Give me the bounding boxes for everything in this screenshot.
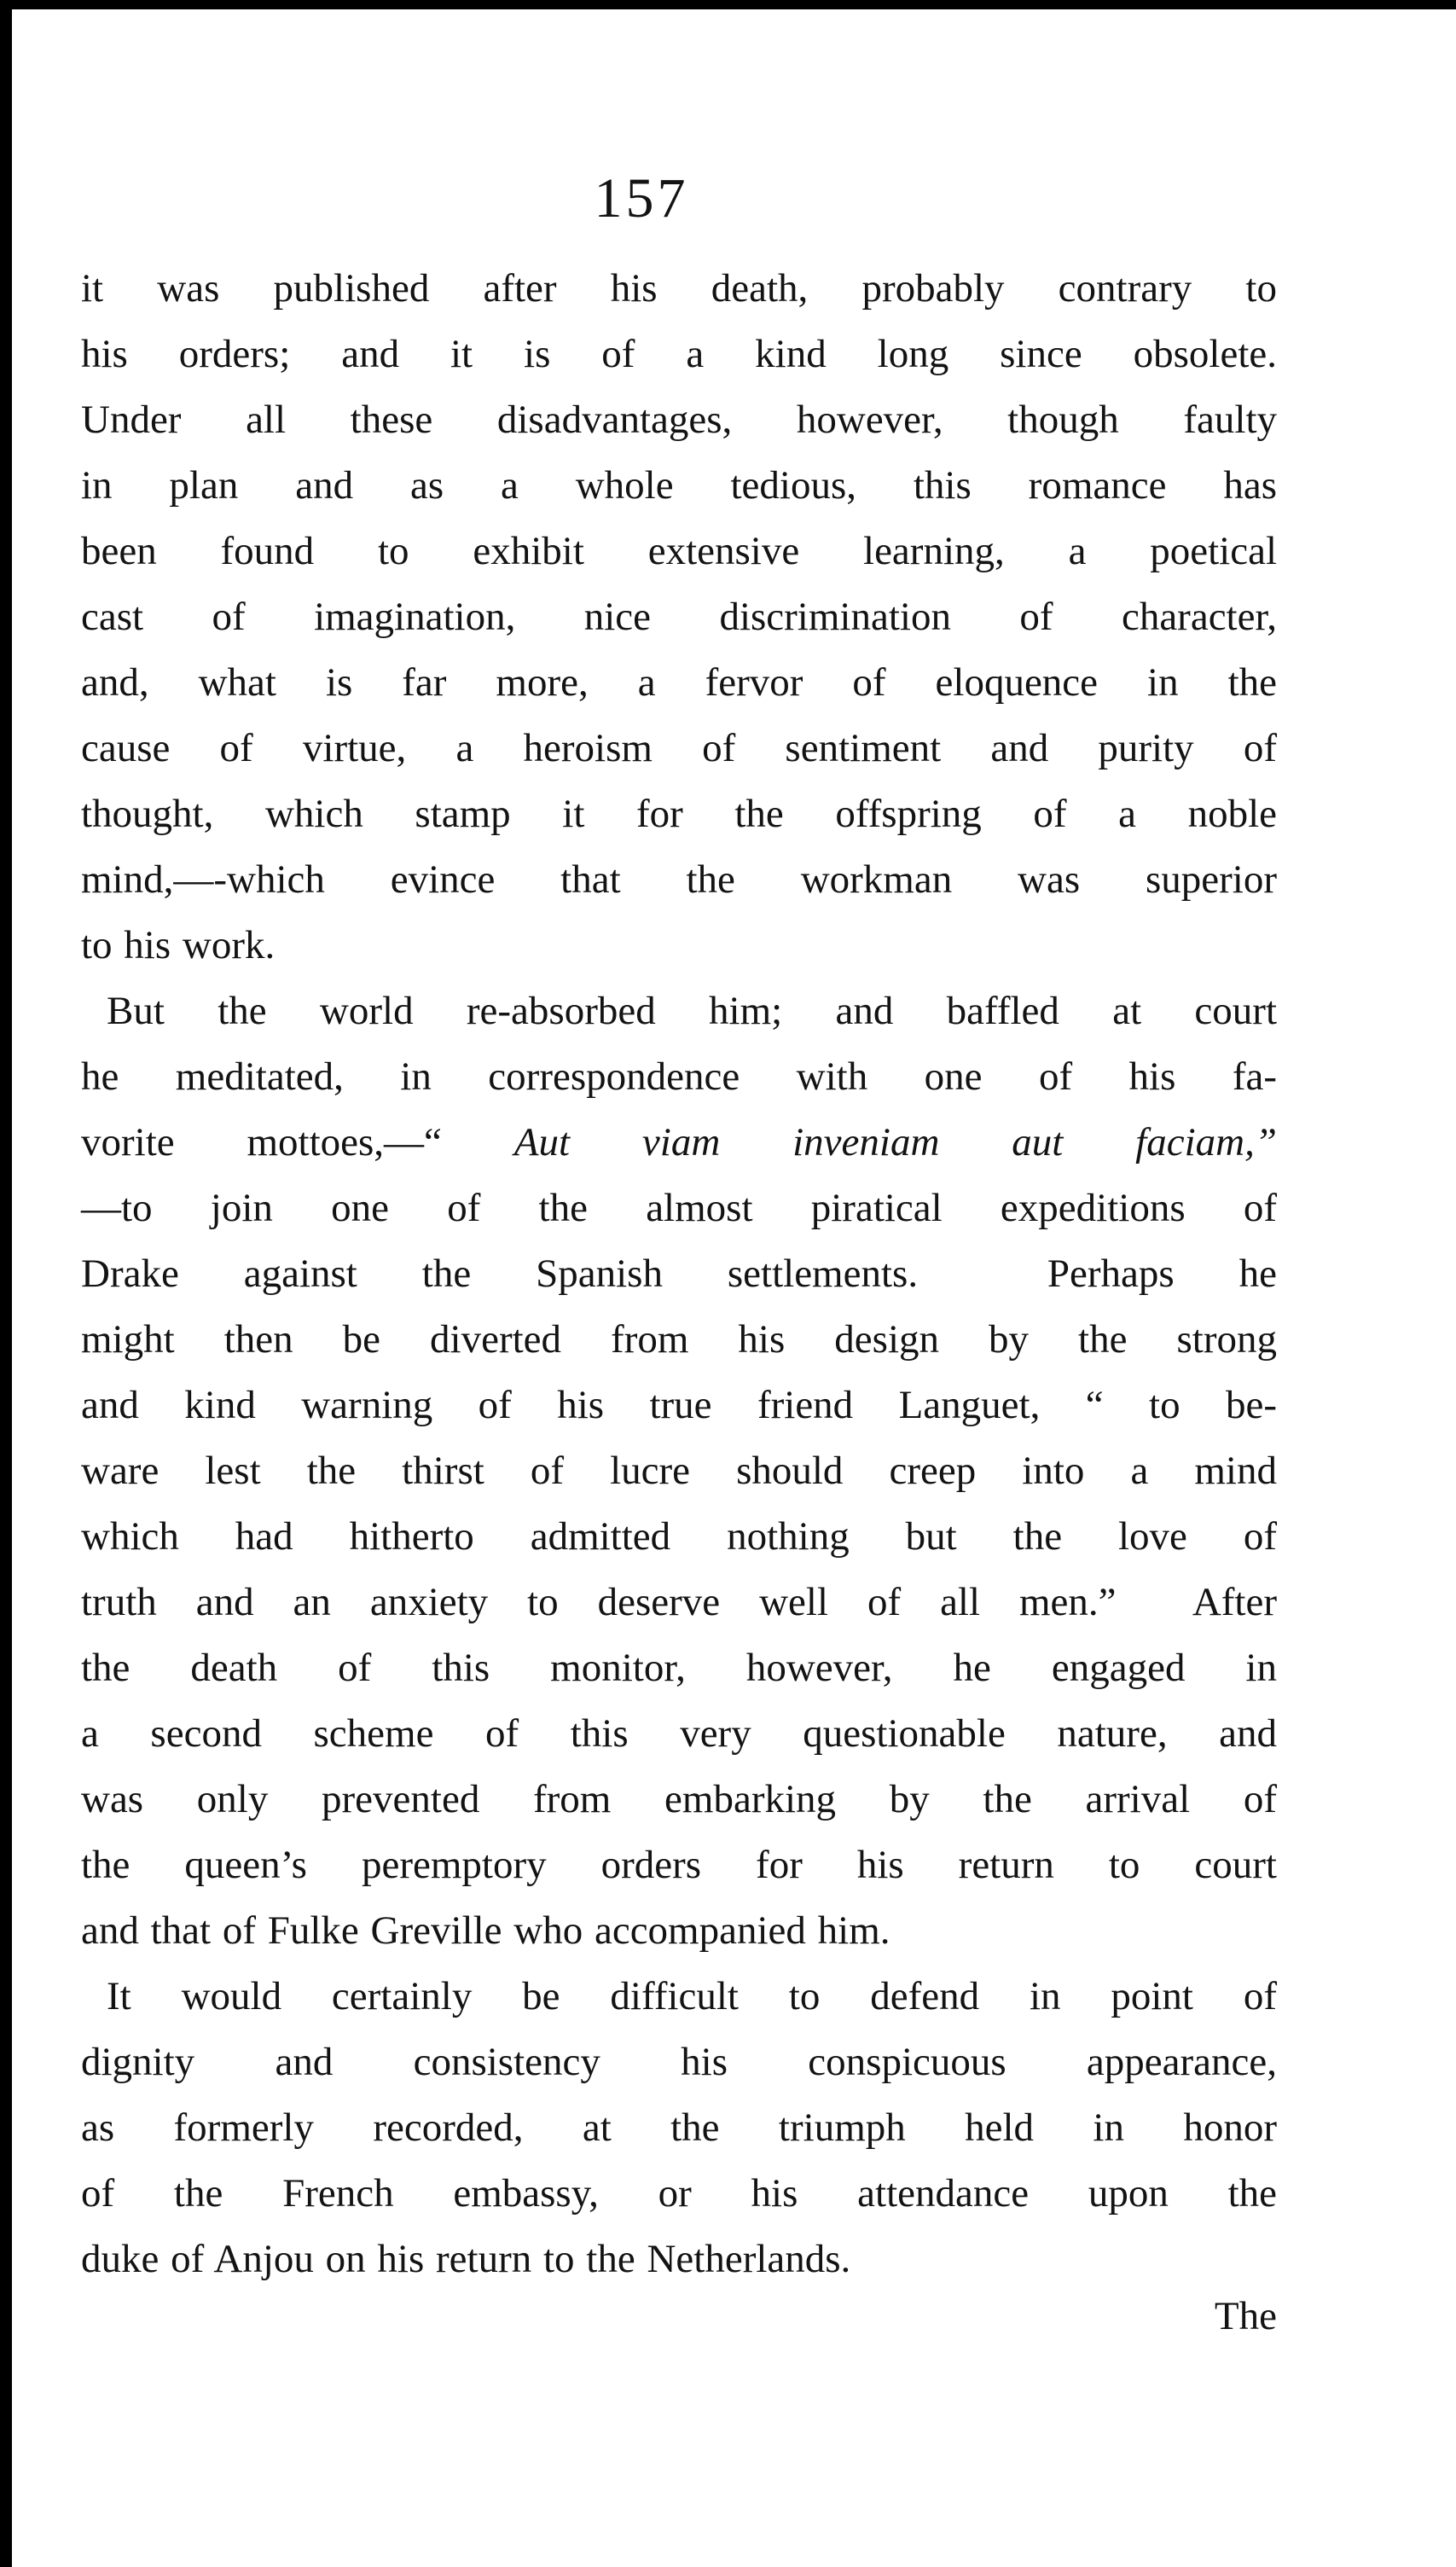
text-line: Drake against the Spanish settlements. Perhaps he xyxy=(81,1252,1277,1296)
text-line: a second scheme of this very questionable nature, and xyxy=(81,1711,1277,1756)
text-line: the death of this monitor, however, he engaged in xyxy=(81,1646,1277,1690)
text-line: to his work. xyxy=(81,923,276,967)
body-text xyxy=(81,256,1277,2292)
page-number: 157 xyxy=(594,167,689,229)
text-segment: vorite mottoes,—“ xyxy=(81,1120,514,1164)
scan-edge-top xyxy=(0,0,1456,9)
text-line: duke of Anjou on his return to the Netherlands. xyxy=(81,2237,851,2281)
text-line: which had hitherto admitted nothing but the love of xyxy=(81,1514,1277,1559)
text-line: and kind warning of his true friend Languet, “ to be- xyxy=(81,1383,1277,1427)
text-line xyxy=(81,1110,1277,1176)
text-line: dignity and consistency his conspicuous appearance, xyxy=(81,2040,1277,2084)
catchword: The xyxy=(1214,2294,1277,2338)
text-line: truth and an anxiety to deserve well of all men.” After xyxy=(81,1580,1277,1624)
text-line: his orders; and it is of a kind long since obsolete. xyxy=(81,332,1277,376)
text-line: was only prevented from embarking by the arrival of xyxy=(81,1777,1277,1821)
text-line: —to join one of the almost piratical expeditions of xyxy=(81,1186,1277,1230)
text-line: and that of Fulke Greville who accompanied him. xyxy=(81,1908,890,1953)
text-line: as formerly recorded, at the triumph held in honor xyxy=(81,2105,1277,2150)
text-line: of the French embassy, or his attendance upon the xyxy=(81,2171,1277,2216)
text-line: and, what is far more, a fervor of eloquence in the xyxy=(81,660,1277,705)
text-line: been found to exhibit extensive learning, a poetical xyxy=(81,529,1277,573)
text-line: But the world re-absorbed him; and baffled at court xyxy=(107,989,1277,1033)
text-line: cast of imagination, nice discrimination of character, xyxy=(81,595,1277,639)
text-line: the queen’s peremptory orders for his return to court xyxy=(81,1843,1277,1887)
text-line: mind,—-which evince that the workman was superior xyxy=(81,857,1277,902)
text-line: in plan and as a whole tedious, this romance has xyxy=(81,463,1277,508)
text-line: he meditated, in correspondence with one of his fa- xyxy=(81,1054,1277,1099)
text-line: ware lest the thirst of lucre should creep into a mind xyxy=(81,1449,1277,1493)
text-line: might then be diverted from his design by the strong xyxy=(81,1317,1277,1362)
text-line: it was published after his death, probably contrary to xyxy=(81,266,1277,311)
latin-motto: Aut viam inveniam aut faciam,” xyxy=(513,1120,1277,1164)
text-line: thought, which stamp it for the offspring of a noble xyxy=(81,792,1277,836)
text-line: Under all these disadvantages, however, though faulty xyxy=(81,398,1277,442)
text-line: It would certainly be difficult to defend in point of xyxy=(107,1974,1277,2018)
scan-edge-left xyxy=(0,0,12,2567)
text-line: cause of virtue, a heroism of sentiment and purity of xyxy=(81,726,1277,770)
